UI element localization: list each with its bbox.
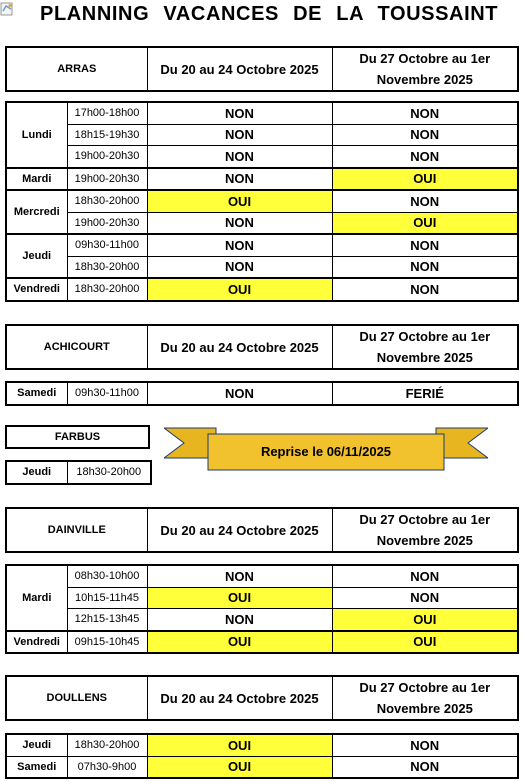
site-name-arras: ARRAS — [6, 47, 147, 91]
status-cell: NON — [332, 234, 518, 256]
table-row — [6, 382, 518, 405]
site-name-achicourt: ACHICOURT — [6, 325, 147, 369]
status-cell: NON — [332, 565, 518, 587]
time-slot: 07h30-9h00 — [67, 756, 147, 778]
farbus-schedule-table — [5, 460, 152, 485]
table-row — [6, 587, 518, 609]
period-2-header: Du 27 Octobre au 1er Novembre 2025 — [332, 508, 518, 552]
table-row — [6, 256, 518, 278]
time-slot: 12h15-13h45 — [67, 609, 147, 631]
site-name-farbus: FARBUS — [6, 426, 149, 448]
period-1-header: Du 20 au 24 Octobre 2025 — [147, 325, 332, 369]
period-2-header: Du 27 Octobre au 1er Novembre 2025 — [332, 676, 518, 720]
day-label: Jeudi — [6, 461, 67, 484]
farbus-header-table — [5, 425, 150, 449]
dainville-schedule-table — [5, 564, 519, 654]
time-slot: 18h30-20h00 — [67, 734, 147, 756]
day-label: Samedi — [6, 382, 67, 405]
status-cell: NON — [332, 256, 518, 278]
status-cell: NON — [147, 565, 332, 587]
status-cell: NON — [332, 587, 518, 609]
time-slot: 18h30-20h00 — [67, 256, 147, 278]
status-cell: NON — [332, 102, 518, 124]
status-cell: FERIÉ — [332, 382, 518, 405]
day-label: Jeudi — [6, 234, 67, 278]
status-cell: OUI — [147, 631, 332, 654]
document-icon — [0, 2, 14, 16]
page-title: PLANNING VACANCES DE LA TOUSSAINT — [40, 3, 499, 25]
table-row — [6, 234, 518, 256]
table-row — [6, 278, 518, 301]
achicourt-schedule-table — [5, 381, 519, 406]
period-1-header: Du 20 au 24 Octobre 2025 — [147, 508, 332, 552]
table-row — [6, 609, 518, 631]
status-cell: NON — [147, 102, 332, 124]
period-2-header: Du 27 Octobre au 1er Novembre 2025 — [332, 47, 518, 91]
table-row — [6, 212, 518, 234]
arras-schedule-table — [5, 101, 519, 302]
status-cell: OUI — [332, 168, 518, 191]
status-cell: OUI — [147, 190, 332, 212]
status-cell: OUI — [332, 212, 518, 234]
period-1-header: Du 20 au 24 Octobre 2025 — [147, 676, 332, 720]
time-slot: 18h30-20h00 — [67, 461, 151, 484]
status-cell: NON — [147, 256, 332, 278]
day-label: Vendredi — [6, 631, 67, 654]
table-row — [6, 146, 518, 168]
status-cell: NON — [332, 734, 518, 756]
table-row — [6, 734, 518, 756]
status-cell: NON — [332, 146, 518, 168]
status-cell: NON — [147, 234, 332, 256]
status-cell: NON — [147, 382, 332, 405]
time-slot: 09h15-10h45 — [67, 631, 147, 654]
period-1-header: Du 20 au 24 Octobre 2025 — [147, 47, 332, 91]
status-cell: NON — [332, 124, 518, 146]
status-cell: NON — [147, 124, 332, 146]
day-label: Jeudi — [6, 734, 67, 756]
resume-banner-text: Reprise le 06/11/2025 — [260, 444, 392, 459]
time-slot: 19h00-20h30 — [67, 212, 147, 234]
table-row — [6, 756, 518, 778]
table-row — [6, 565, 518, 587]
day-label: Mardi — [6, 565, 67, 631]
status-cell: NON — [332, 756, 518, 778]
table-row — [6, 124, 518, 146]
time-slot: 19h00-20h30 — [67, 146, 147, 168]
table-row — [6, 102, 518, 124]
site-name-doullens: DOULLENS — [6, 676, 147, 720]
arras-header-table — [5, 46, 519, 92]
status-cell: NON — [147, 168, 332, 191]
day-label: Mardi — [6, 168, 67, 191]
time-slot: 18h15-19h30 — [67, 124, 147, 146]
dainville-header-table — [5, 507, 519, 553]
status-cell: NON — [147, 146, 332, 168]
doullens-schedule-table — [5, 733, 519, 779]
time-slot: 19h00-20h30 — [67, 168, 147, 191]
status-cell: OUI — [147, 756, 332, 778]
time-slot: 17h00-18h00 — [67, 102, 147, 124]
status-cell: OUI — [332, 631, 518, 654]
status-cell: NON — [147, 609, 332, 631]
table-row — [6, 631, 518, 654]
day-label: Vendredi — [6, 278, 67, 301]
time-slot: 09h30-11h00 — [67, 382, 147, 405]
time-slot: 18h30-20h00 — [67, 190, 147, 212]
achicourt-header-table — [5, 324, 519, 370]
status-cell: NON — [332, 278, 518, 301]
status-cell: OUI — [147, 278, 332, 301]
table-row — [6, 168, 518, 191]
site-name-dainville: DAINVILLE — [6, 508, 147, 552]
time-slot: 09h30-11h00 — [67, 234, 147, 256]
status-cell: OUI — [332, 609, 518, 631]
day-label: Mercredi — [6, 190, 67, 234]
status-cell: NON — [147, 212, 332, 234]
status-cell: OUI — [147, 587, 332, 609]
doullens-header-table — [5, 675, 519, 721]
table-row — [6, 461, 151, 484]
period-2-header: Du 27 Octobre au 1er Novembre 2025 — [332, 325, 518, 369]
time-slot: 08h30-10h00 — [67, 565, 147, 587]
day-label: Lundi — [6, 102, 67, 168]
time-slot: 10h15-11h45 — [67, 587, 147, 609]
status-cell: OUI — [147, 734, 332, 756]
day-label: Samedi — [6, 756, 67, 778]
time-slot: 18h30-20h00 — [67, 278, 147, 301]
table-row — [6, 190, 518, 212]
status-cell: NON — [332, 190, 518, 212]
